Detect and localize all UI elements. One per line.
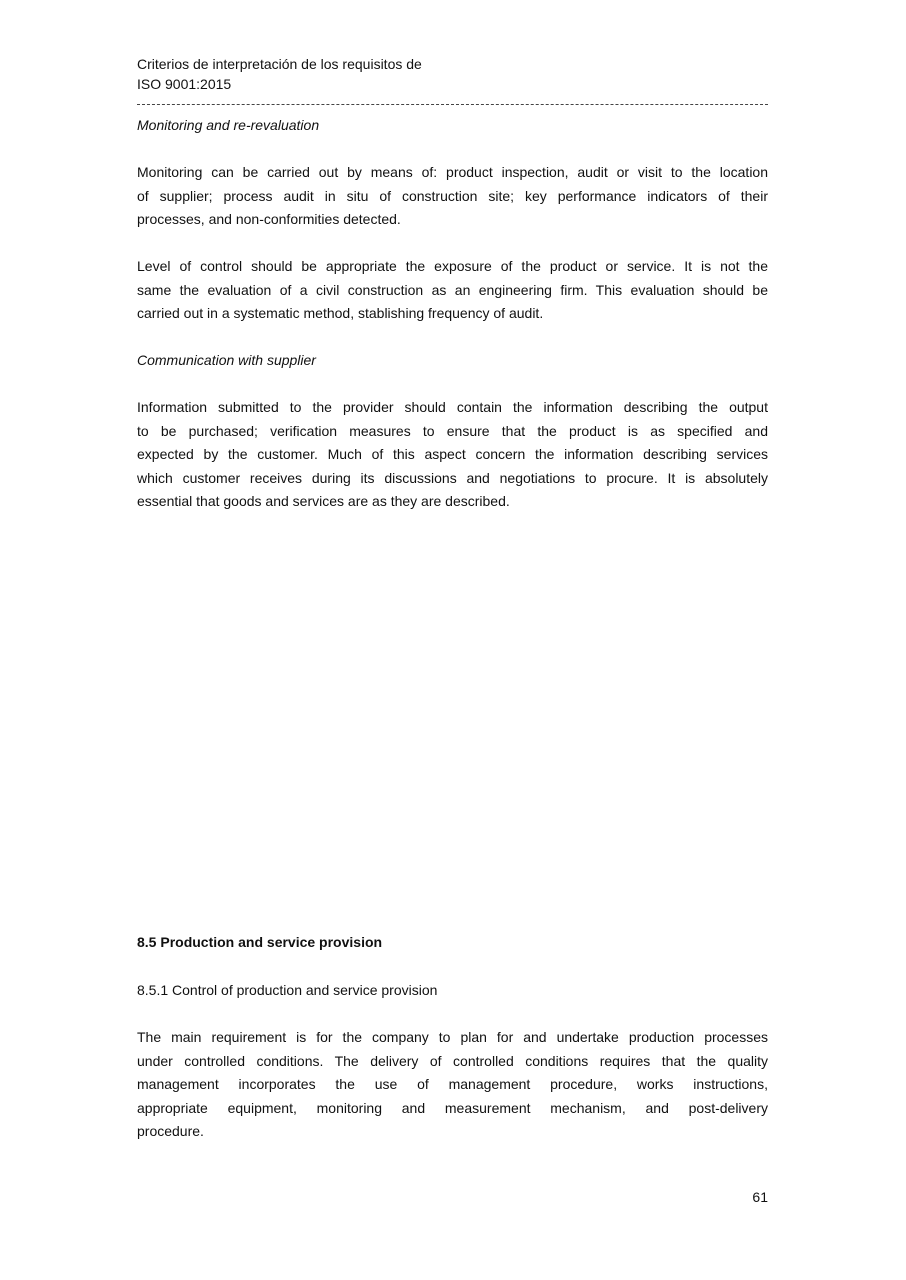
running-header (137, 53, 768, 96)
paragraph-monitoring (137, 161, 768, 232)
heading-monitoring: Monitoring and re-revaluation (137, 117, 320, 133)
text-line: The main requirement is for the company to plan for and undertake production processes (137, 1029, 768, 1045)
text-line: which customer receives during its discussions and negotiations to procure. It is absolutely (137, 469, 768, 486)
header-divider (137, 104, 768, 105)
text-line: expected by the customer. Much of this aspect concern the information describing services (137, 446, 768, 462)
text-line: carried out in a systematic method, stablishing frequency of audit. (137, 305, 544, 321)
header-title: Criterios de interpretación de los requisitos de (137, 56, 422, 72)
paragraph-level-of-control (137, 255, 768, 326)
heading-section-8-5-1: 8.5.1 Control of production and service provision (137, 982, 438, 998)
heading-communication: Communication with supplier (137, 352, 316, 368)
text-line: under controlled conditions. The delivery of controlled conditions requires that the quality (137, 1052, 768, 1069)
header-subtitle: ISO 9001:2015 (137, 75, 232, 92)
text-line: essential that goods and services are as they are described. (137, 493, 510, 509)
text-line: Monitoring can be carried out by means of: product inspection, audit or visit to the location (137, 164, 768, 180)
text-line: processes, and non-conformities detected. (137, 211, 401, 227)
text-line: Level of control should be appropriate the exposure of the product or service. It is not the (137, 258, 768, 274)
page-number: 61 (752, 1189, 768, 1205)
text-line: of supplier; process audit in situ of construction site; key performance indicators of their (137, 187, 768, 204)
heading-section-8-5: 8.5 Production and service provision (137, 934, 383, 950)
text-line: Information submitted to the provider should contain the information describing the output (137, 399, 768, 415)
paragraph-communication (137, 396, 768, 514)
paragraph-main-requirement (137, 1026, 768, 1144)
text-line: same the evaluation of a civil construction as an engineering firm. This evaluation should be (137, 281, 768, 298)
text-line: management incorporates the use of management procedure, works instructions, (137, 1076, 768, 1092)
text-line: appropriate equipment, monitoring and measurement mechanism, and post-delivery (137, 1099, 768, 1116)
text-line: procedure. (137, 1123, 204, 1139)
text-line: to be purchased; verification measures to ensure that the product is as specified and (137, 422, 768, 439)
